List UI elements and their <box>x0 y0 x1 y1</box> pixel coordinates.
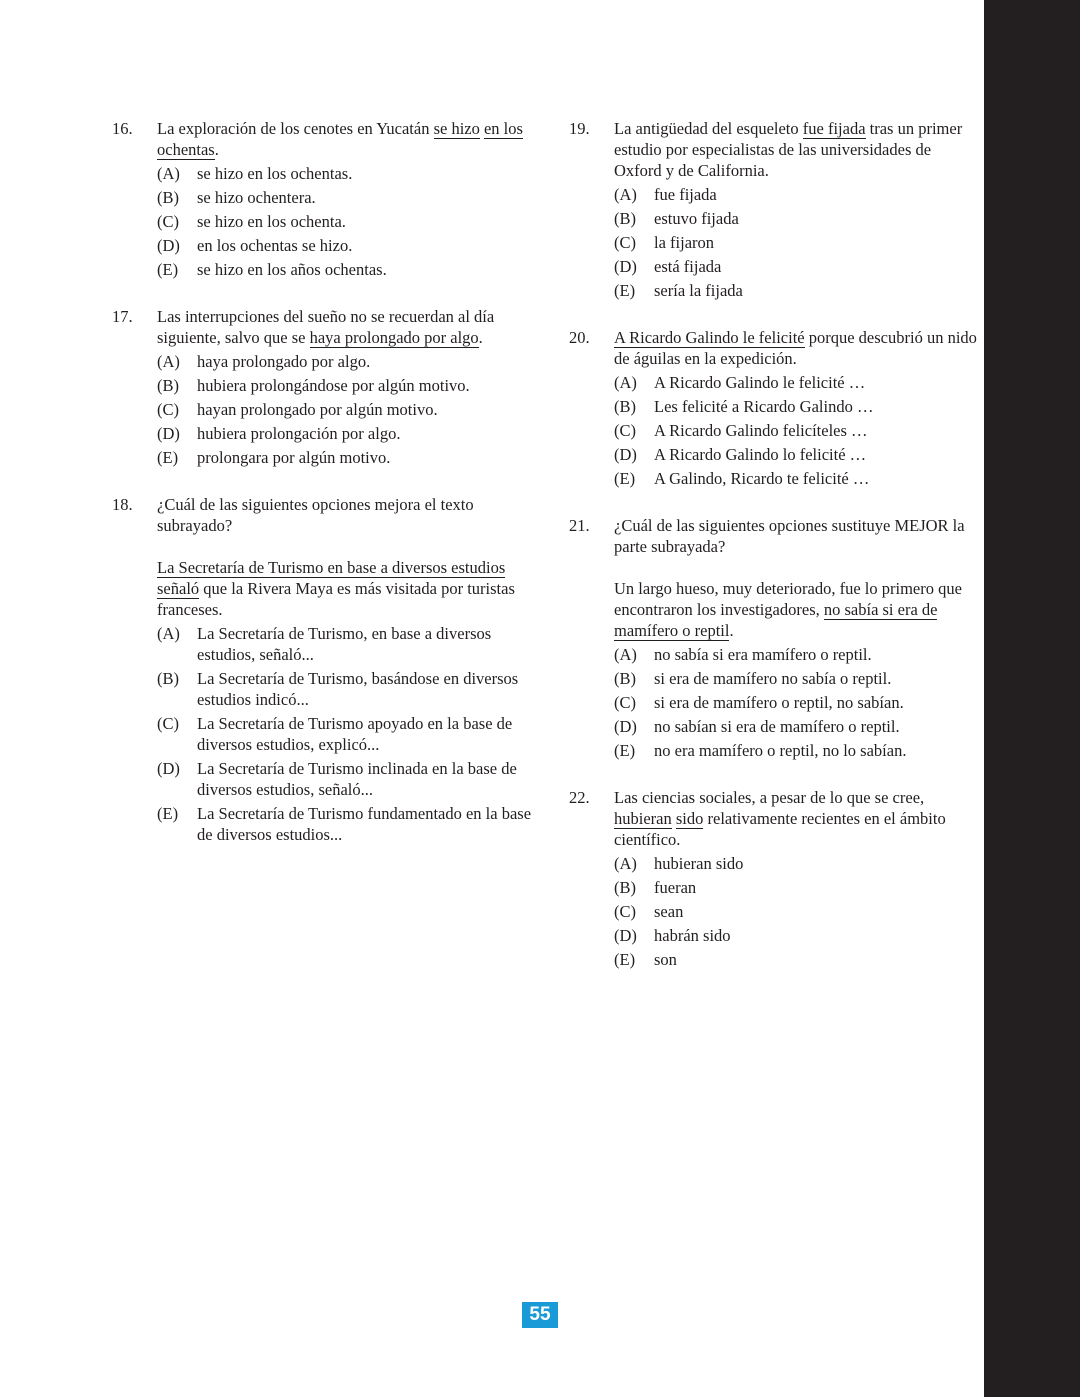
option-text: A Ricardo Galindo felicíteles … <box>654 421 868 440</box>
answer-option <box>614 372 979 393</box>
answer-option <box>614 949 979 970</box>
stem-text: . <box>478 328 483 347</box>
option-letter: (E) <box>614 281 636 300</box>
answer-option <box>157 758 532 800</box>
question-number: 20. <box>569 328 590 347</box>
stem-text: Las interrupciones del sueño no se recuerdan al día siguiente, salvo que se <box>157 307 495 347</box>
option-letter: (D) <box>157 759 180 778</box>
answer-option <box>614 925 979 946</box>
answer-option <box>614 184 979 205</box>
answer-option <box>157 351 532 372</box>
question-number: 19. <box>569 119 590 138</box>
answer-option <box>157 259 532 280</box>
option-letter: (D) <box>614 257 637 276</box>
page-number-badge: 55 <box>522 1302 558 1328</box>
answer-option <box>157 668 532 710</box>
option-letter: (E) <box>614 469 636 488</box>
option-text: Les felicité a Ricardo Galindo … <box>654 397 874 416</box>
option-text: hayan prolongado por algún motivo. <box>197 400 438 419</box>
answer-option <box>614 668 979 689</box>
question <box>569 118 979 301</box>
question-stem <box>157 118 532 160</box>
option-letter: (B) <box>157 376 179 395</box>
answer-option <box>157 803 532 845</box>
answer-option <box>157 623 532 665</box>
answer-option <box>614 232 979 253</box>
option-text: La Secretaría de Turismo fundamentado en la base de diversos estudios... <box>197 804 532 844</box>
stem-text: La exploración de los cenotes en Yucatán <box>157 119 434 138</box>
option-text: fue fijada <box>654 185 717 204</box>
option-letter: (C) <box>614 902 636 921</box>
answer-options <box>614 184 979 301</box>
question-number: 16. <box>112 119 133 138</box>
option-text: estuvo fijada <box>654 209 739 228</box>
option-letter: (E) <box>157 260 179 279</box>
answer-option <box>614 280 979 301</box>
option-text: no era mamífero o reptil, no lo sabían. <box>654 741 907 760</box>
option-text: A Galindo, Ricardo te felicité … <box>654 469 870 488</box>
option-letter: (A) <box>157 624 180 643</box>
answer-option <box>157 399 532 420</box>
answer-option <box>157 375 532 396</box>
option-text: haya prolongado por algo. <box>197 352 371 371</box>
option-text: La Secretaría de Turismo apoyado en la base de diversos estudios, explicó... <box>197 714 513 754</box>
question <box>569 787 979 970</box>
question-number: 21. <box>569 516 590 535</box>
answer-option <box>157 163 532 184</box>
question-number: 22. <box>569 788 590 807</box>
dark-side-bar <box>984 0 1080 1397</box>
question-number: 18. <box>112 495 133 514</box>
option-text: hubiera prolongándose por algún motivo. <box>197 376 470 395</box>
answer-option <box>157 211 532 232</box>
underlined-text: hubieran <box>614 809 672 828</box>
option-letter: (E) <box>614 950 636 969</box>
answer-option <box>157 713 532 755</box>
answer-options <box>157 351 532 468</box>
option-letter: (C) <box>614 693 636 712</box>
option-text: se hizo en los ochenta. <box>197 212 346 231</box>
underlined-text: A Ricardo Galindo le felicité <box>614 328 805 347</box>
question-stem <box>614 515 979 557</box>
question <box>569 327 979 489</box>
question-passage <box>614 578 979 641</box>
option-text: se hizo ochentera. <box>197 188 316 207</box>
option-letter: (D) <box>614 717 637 736</box>
answer-option <box>614 468 979 489</box>
stem-text: tras un primer estudio por especialistas de las universidades de Oxford y de California. <box>614 119 963 180</box>
answer-option <box>614 877 979 898</box>
option-letter: (C) <box>157 714 179 733</box>
right-column <box>569 118 979 996</box>
stem-text: . <box>214 140 219 159</box>
question-stem <box>614 327 979 369</box>
answer-option <box>157 235 532 256</box>
option-letter: (B) <box>614 209 636 228</box>
option-text: hubiera prolongación por algo. <box>197 424 401 443</box>
option-letter: (A) <box>157 164 180 183</box>
answer-option <box>614 901 979 922</box>
option-text: prolongara por algún motivo. <box>197 448 391 467</box>
question <box>112 306 532 468</box>
underlined-text: en los ochentas <box>157 119 523 159</box>
underlined-text: se hizo <box>433 119 480 138</box>
answer-options <box>614 853 979 970</box>
option-text: La Secretaría de Turismo inclinada en la base de diversos estudios, señaló... <box>197 759 517 799</box>
option-letter: (A) <box>157 352 180 371</box>
option-letter: (C) <box>157 400 179 419</box>
underlined-text: La Secretaría de Turismo en base a diversos estudios señaló <box>157 558 506 598</box>
answer-option <box>614 716 979 737</box>
underlined-text: sido <box>675 809 704 828</box>
option-text: fueran <box>654 878 697 897</box>
option-letter: (B) <box>614 878 636 897</box>
option-letter: (E) <box>157 804 179 823</box>
option-letter: (C) <box>614 233 636 252</box>
question-stem <box>157 306 532 348</box>
option-text: está fijada <box>654 257 722 276</box>
option-text: La Secretaría de Turismo, basándose en diversos estudios indicó... <box>197 669 519 709</box>
option-letter: (D) <box>157 424 180 443</box>
option-text: sean <box>654 902 684 921</box>
option-text: La Secretaría de Turismo, en base a diversos estudios, señaló... <box>197 624 492 664</box>
option-letter: (A) <box>614 185 637 204</box>
answer-option <box>157 187 532 208</box>
answer-option <box>614 644 979 665</box>
option-text: la fijaron <box>654 233 715 252</box>
option-letter: (D) <box>157 236 180 255</box>
underlined-text: fue fijada <box>802 119 866 138</box>
option-letter: (B) <box>157 188 179 207</box>
option-text: A Ricardo Galindo lo felicité … <box>654 445 867 464</box>
answer-option <box>614 444 979 465</box>
answer-options <box>157 163 532 280</box>
option-text: sería la fijada <box>654 281 743 300</box>
question-stem <box>614 787 979 850</box>
option-letter: (D) <box>614 926 637 945</box>
option-text: en los ochentas se hizo. <box>197 236 353 255</box>
underlined-text: no sabía si era de mamífero o reptil <box>614 600 938 640</box>
answer-option <box>614 256 979 277</box>
option-letter: (E) <box>157 448 179 467</box>
question-passage <box>157 557 532 620</box>
option-letter: (B) <box>614 397 636 416</box>
option-letter: (E) <box>614 741 636 760</box>
option-text: no sabía si era mamífero o reptil. <box>654 645 872 664</box>
answer-option <box>614 692 979 713</box>
answer-option <box>614 396 979 417</box>
underlined-text: haya prolongado por algo <box>309 328 479 347</box>
stem-text: relativamente recientes en el ámbito científico. <box>614 809 946 849</box>
option-text: no sabían si era de mamífero o reptil. <box>654 717 900 736</box>
stem-text: ¿Cuál de las siguientes opciones sustituye MEJOR la parte subrayada? <box>614 516 965 556</box>
question-stem <box>614 118 979 181</box>
answer-option <box>614 853 979 874</box>
answer-option <box>157 423 532 444</box>
option-letter: (C) <box>157 212 179 231</box>
stem-text: La antigüedad del esqueleto <box>614 119 803 138</box>
option-letter: (D) <box>614 445 637 464</box>
question <box>112 118 532 280</box>
answer-options <box>614 644 979 761</box>
passage-text: Un largo hueso, muy deteriorado, fue lo primero que encontraron los investigadores, <box>614 579 962 619</box>
question <box>569 515 979 761</box>
passage-text: que la Rivera Maya es más visitada por turistas franceses. <box>157 579 515 619</box>
answer-options <box>614 372 979 489</box>
answer-options <box>157 623 532 845</box>
option-text: si era de mamífero no sabía o reptil. <box>654 669 892 688</box>
option-text: hubieran sido <box>654 854 744 873</box>
question-stem <box>157 494 532 536</box>
option-text: se hizo en los años ochentas. <box>197 260 387 279</box>
option-letter: (A) <box>614 854 637 873</box>
option-letter: (B) <box>157 669 179 688</box>
stem-text: ¿Cuál de las siguientes opciones mejora el texto subrayado? <box>157 495 474 535</box>
option-text: si era de mamífero o reptil, no sabían. <box>654 693 904 712</box>
option-text: se hizo en los ochentas. <box>197 164 353 183</box>
answer-option <box>614 740 979 761</box>
option-letter: (A) <box>614 373 637 392</box>
option-text: habrán sido <box>654 926 731 945</box>
stem-text: porque descubrió un nido de águilas en la expedición. <box>614 328 977 368</box>
answer-option <box>614 420 979 441</box>
question <box>112 494 532 845</box>
answer-option <box>614 208 979 229</box>
left-column <box>112 118 532 871</box>
option-letter: (B) <box>614 669 636 688</box>
stem-text: Las ciencias sociales, a pesar de lo que se cree, <box>614 788 925 807</box>
option-text: son <box>654 950 677 969</box>
option-text: A Ricardo Galindo le felicité … <box>654 373 866 392</box>
answer-option <box>157 447 532 468</box>
option-letter: (C) <box>614 421 636 440</box>
question-number: 17. <box>112 307 133 326</box>
option-letter: (A) <box>614 645 637 664</box>
passage-text: . <box>729 621 734 640</box>
